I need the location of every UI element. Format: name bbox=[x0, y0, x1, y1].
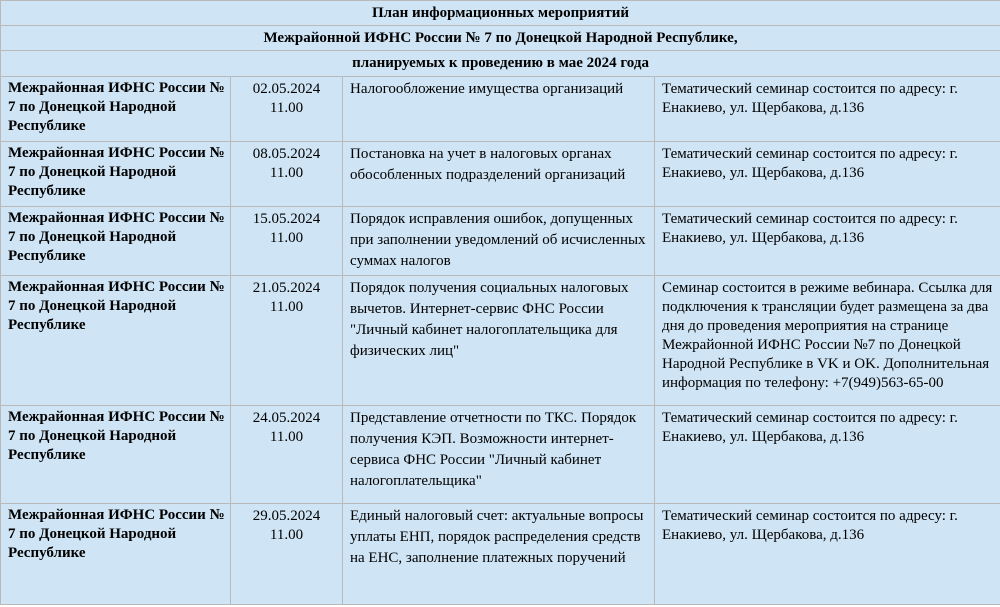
date-cell bbox=[231, 142, 343, 207]
org-cell: Межрайонная ИФНС России № 7 по Донецкой Народной Республике bbox=[1, 77, 231, 142]
org-cell: Межрайонная ИФНС России № 7 по Донецкой Народной Республике bbox=[1, 276, 231, 406]
event-time: 11.00 bbox=[269, 527, 304, 543]
event-time: 11.00 bbox=[269, 299, 304, 315]
address-cell: Тематический семинар состоится по адресу: г. Енакиево, ул. Щербакова, д.136 bbox=[655, 77, 1000, 142]
event-date: 15.05.2024 bbox=[252, 211, 321, 227]
table-row bbox=[1, 77, 1000, 142]
plan-period: планируемых к проведению в мае 2024 года bbox=[1, 51, 1000, 77]
date-cell bbox=[231, 504, 343, 605]
date-cell bbox=[231, 77, 343, 142]
event-date: 21.05.2024 bbox=[252, 280, 321, 296]
event-time: 11.00 bbox=[269, 429, 304, 445]
event-date: 08.05.2024 bbox=[252, 146, 321, 162]
topic-cell: Налогообложение имущества организаций bbox=[343, 77, 655, 142]
org-cell: Межрайонная ИФНС России № 7 по Донецкой Народной Республике bbox=[1, 504, 231, 605]
event-date: 29.05.2024 bbox=[252, 508, 321, 524]
event-date: 02.05.2024 bbox=[252, 81, 321, 97]
event-date: 24.05.2024 bbox=[252, 410, 321, 426]
plan-title: План информационных мероприятий bbox=[1, 1, 1000, 26]
address-cell: Тематический семинар состоится по адресу: г. Енакиево, ул. Щербакова, д.136 bbox=[655, 207, 1000, 276]
address-cell: Тематический семинар состоится по адресу: г. Енакиево, ул. Щербакова, д.136 bbox=[655, 504, 1000, 605]
event-time: 11.00 bbox=[269, 165, 304, 181]
plan-subtitle: Межрайонной ИФНС России № 7 по Донецкой Народной Республике, bbox=[1, 26, 1000, 51]
date-cell bbox=[231, 207, 343, 276]
org-cell: Межрайонная ИФНС России № 7 по Донецкой Народной Республике bbox=[1, 142, 231, 207]
topic-cell: Порядок получения социальных налоговых вычетов. Интернет-сервис ФНС России "Личный кабинет налогоплательщика для физических лиц" bbox=[343, 276, 655, 406]
topic-cell: Единый налоговый счет: актуальные вопросы уплаты ЕНП, порядок распределения средств на ЕНС, заполнение платежных поручений bbox=[343, 504, 655, 605]
date-cell bbox=[231, 276, 343, 406]
address-cell: Тематический семинар состоится по адресу: г. Енакиево, ул. Щербакова, д.136 bbox=[655, 406, 1000, 504]
table-row bbox=[1, 406, 1000, 504]
org-cell: Межрайонная ИФНС России № 7 по Донецкой Народной Республике bbox=[1, 207, 231, 276]
address-cell: Семинар состоится в режиме вебинара. Ссылка для подключения к трансляции будет размещена за два дня до проведения мероприятия на странице Межрайонной ИФНС России №7 по Донецкой Народной Республике в VK и OK. Дополнительная информация по телефону: +7(949)563-65-00 bbox=[655, 276, 1000, 406]
event-time: 11.00 bbox=[269, 230, 304, 246]
event-time: 11.00 bbox=[269, 100, 304, 116]
topic-cell: Порядок исправления ошибок, допущенных при заполнении уведомлений об исчисленных суммах налогов bbox=[343, 207, 655, 276]
table-row bbox=[1, 207, 1000, 276]
topic-cell: Представление отчетности по ТКС. Порядок получения КЭП. Возможности интернет-сервиса ФНС России "Личный кабинет налогоплательщика" bbox=[343, 406, 655, 504]
org-cell: Межрайонная ИФНС России № 7 по Донецкой Народной Республике bbox=[1, 406, 231, 504]
table-row bbox=[1, 276, 1000, 406]
date-cell bbox=[231, 406, 343, 504]
address-cell: Тематический семинар состоится по адресу: г. Енакиево, ул. Щербакова, д.136 bbox=[655, 142, 1000, 207]
topic-cell: Постановка на учет в налоговых органах обособленных подразделений организаций bbox=[343, 142, 655, 207]
table-row bbox=[1, 142, 1000, 207]
table-row bbox=[1, 504, 1000, 605]
